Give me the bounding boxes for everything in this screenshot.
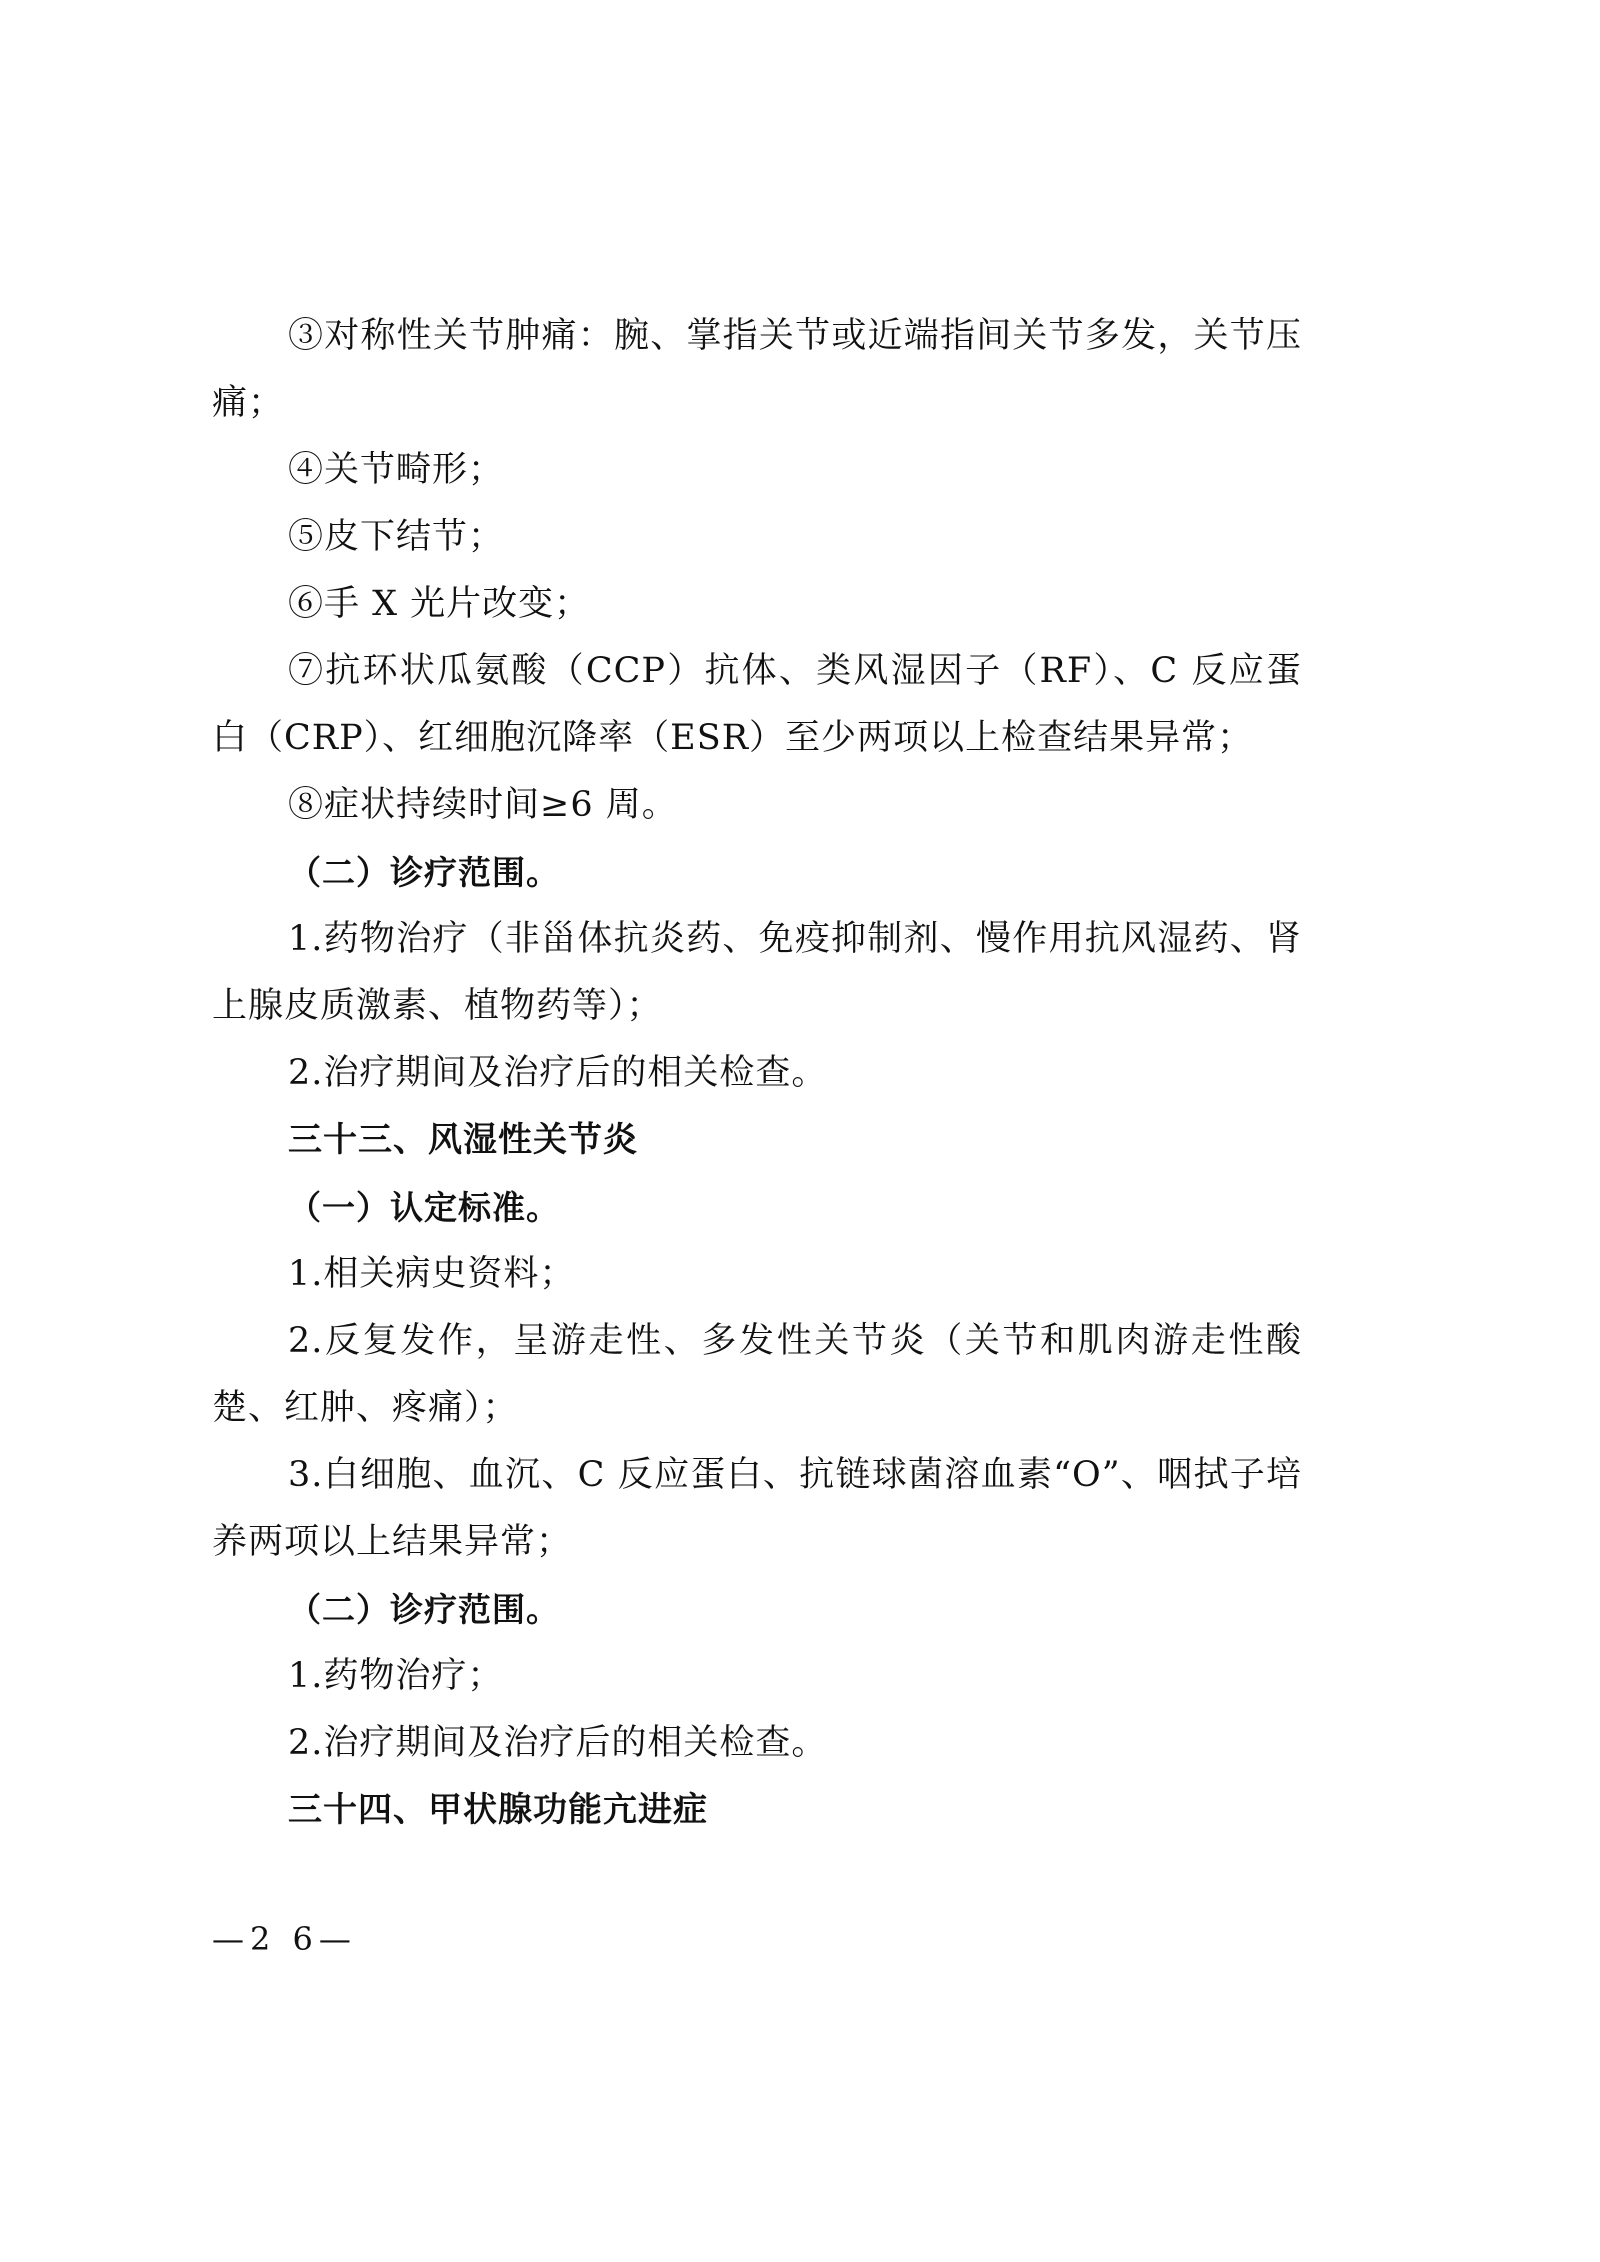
page-number: —2 6— <box>212 1920 357 1958</box>
criteria-item-3: ③对称性关节肿痛：腕、掌指关节或近端指间关节多发，关节压痛； <box>212 316 1302 423</box>
treatment-item-1: 1.药物治疗（非甾体抗炎药、免疫抑制剂、慢作用抗风湿药、肾上腺皮质激素、植物药等）； <box>212 919 1302 1026</box>
criteria-item-7: ⑦抗环状瓜氨酸（CCP）抗体、类风湿因子（RF）、C 反应蛋白（CRP）、红细胞沉降率（ESR）至少两项以上检查结果异常； <box>212 651 1302 758</box>
rheumatic-treatment-item-2: 2.治疗期间及治疗后的相关检查。 <box>288 1723 828 1763</box>
rheumatic-criteria-item-2: 2.反复发作，呈游走性、多发性关节炎（关节和肌肉游走性酸楚、红肿、疼痛）； <box>212 1321 1302 1428</box>
section-heading-treatment-scope-2: （二）诊疗范围。 <box>288 1590 560 1629</box>
rheumatic-criteria-item-1: 1.相关病史资料； <box>288 1254 576 1294</box>
chapter-heading-34: 三十四、甲状腺功能亢进症 <box>288 1790 708 1830</box>
criteria-item-8: ⑧症状持续时间≥6 周。 <box>288 785 678 825</box>
chapter-heading-33: 三十三、风湿性关节炎 <box>288 1120 638 1160</box>
section-heading-criteria: （一）认定标准。 <box>288 1188 560 1227</box>
rheumatic-treatment-item-1: 1.药物治疗； <box>288 1656 504 1696</box>
treatment-item-2: 2.治疗期间及治疗后的相关检查。 <box>288 1053 828 1093</box>
document-body <box>212 303 1302 1844</box>
rheumatic-criteria-item-3: 3.白细胞、血沉、C 反应蛋白、抗链球菌溶血素“O”、咽拭子培养两项以上结果异常； <box>212 1455 1302 1562</box>
criteria-item-5: ⑤皮下结节； <box>288 517 505 557</box>
criteria-item-6: ⑥手 X 光片改变； <box>288 584 591 624</box>
criteria-item-4: ④关节畸形； <box>288 450 505 490</box>
section-heading-treatment-scope: （二）诊疗范围。 <box>288 853 560 892</box>
